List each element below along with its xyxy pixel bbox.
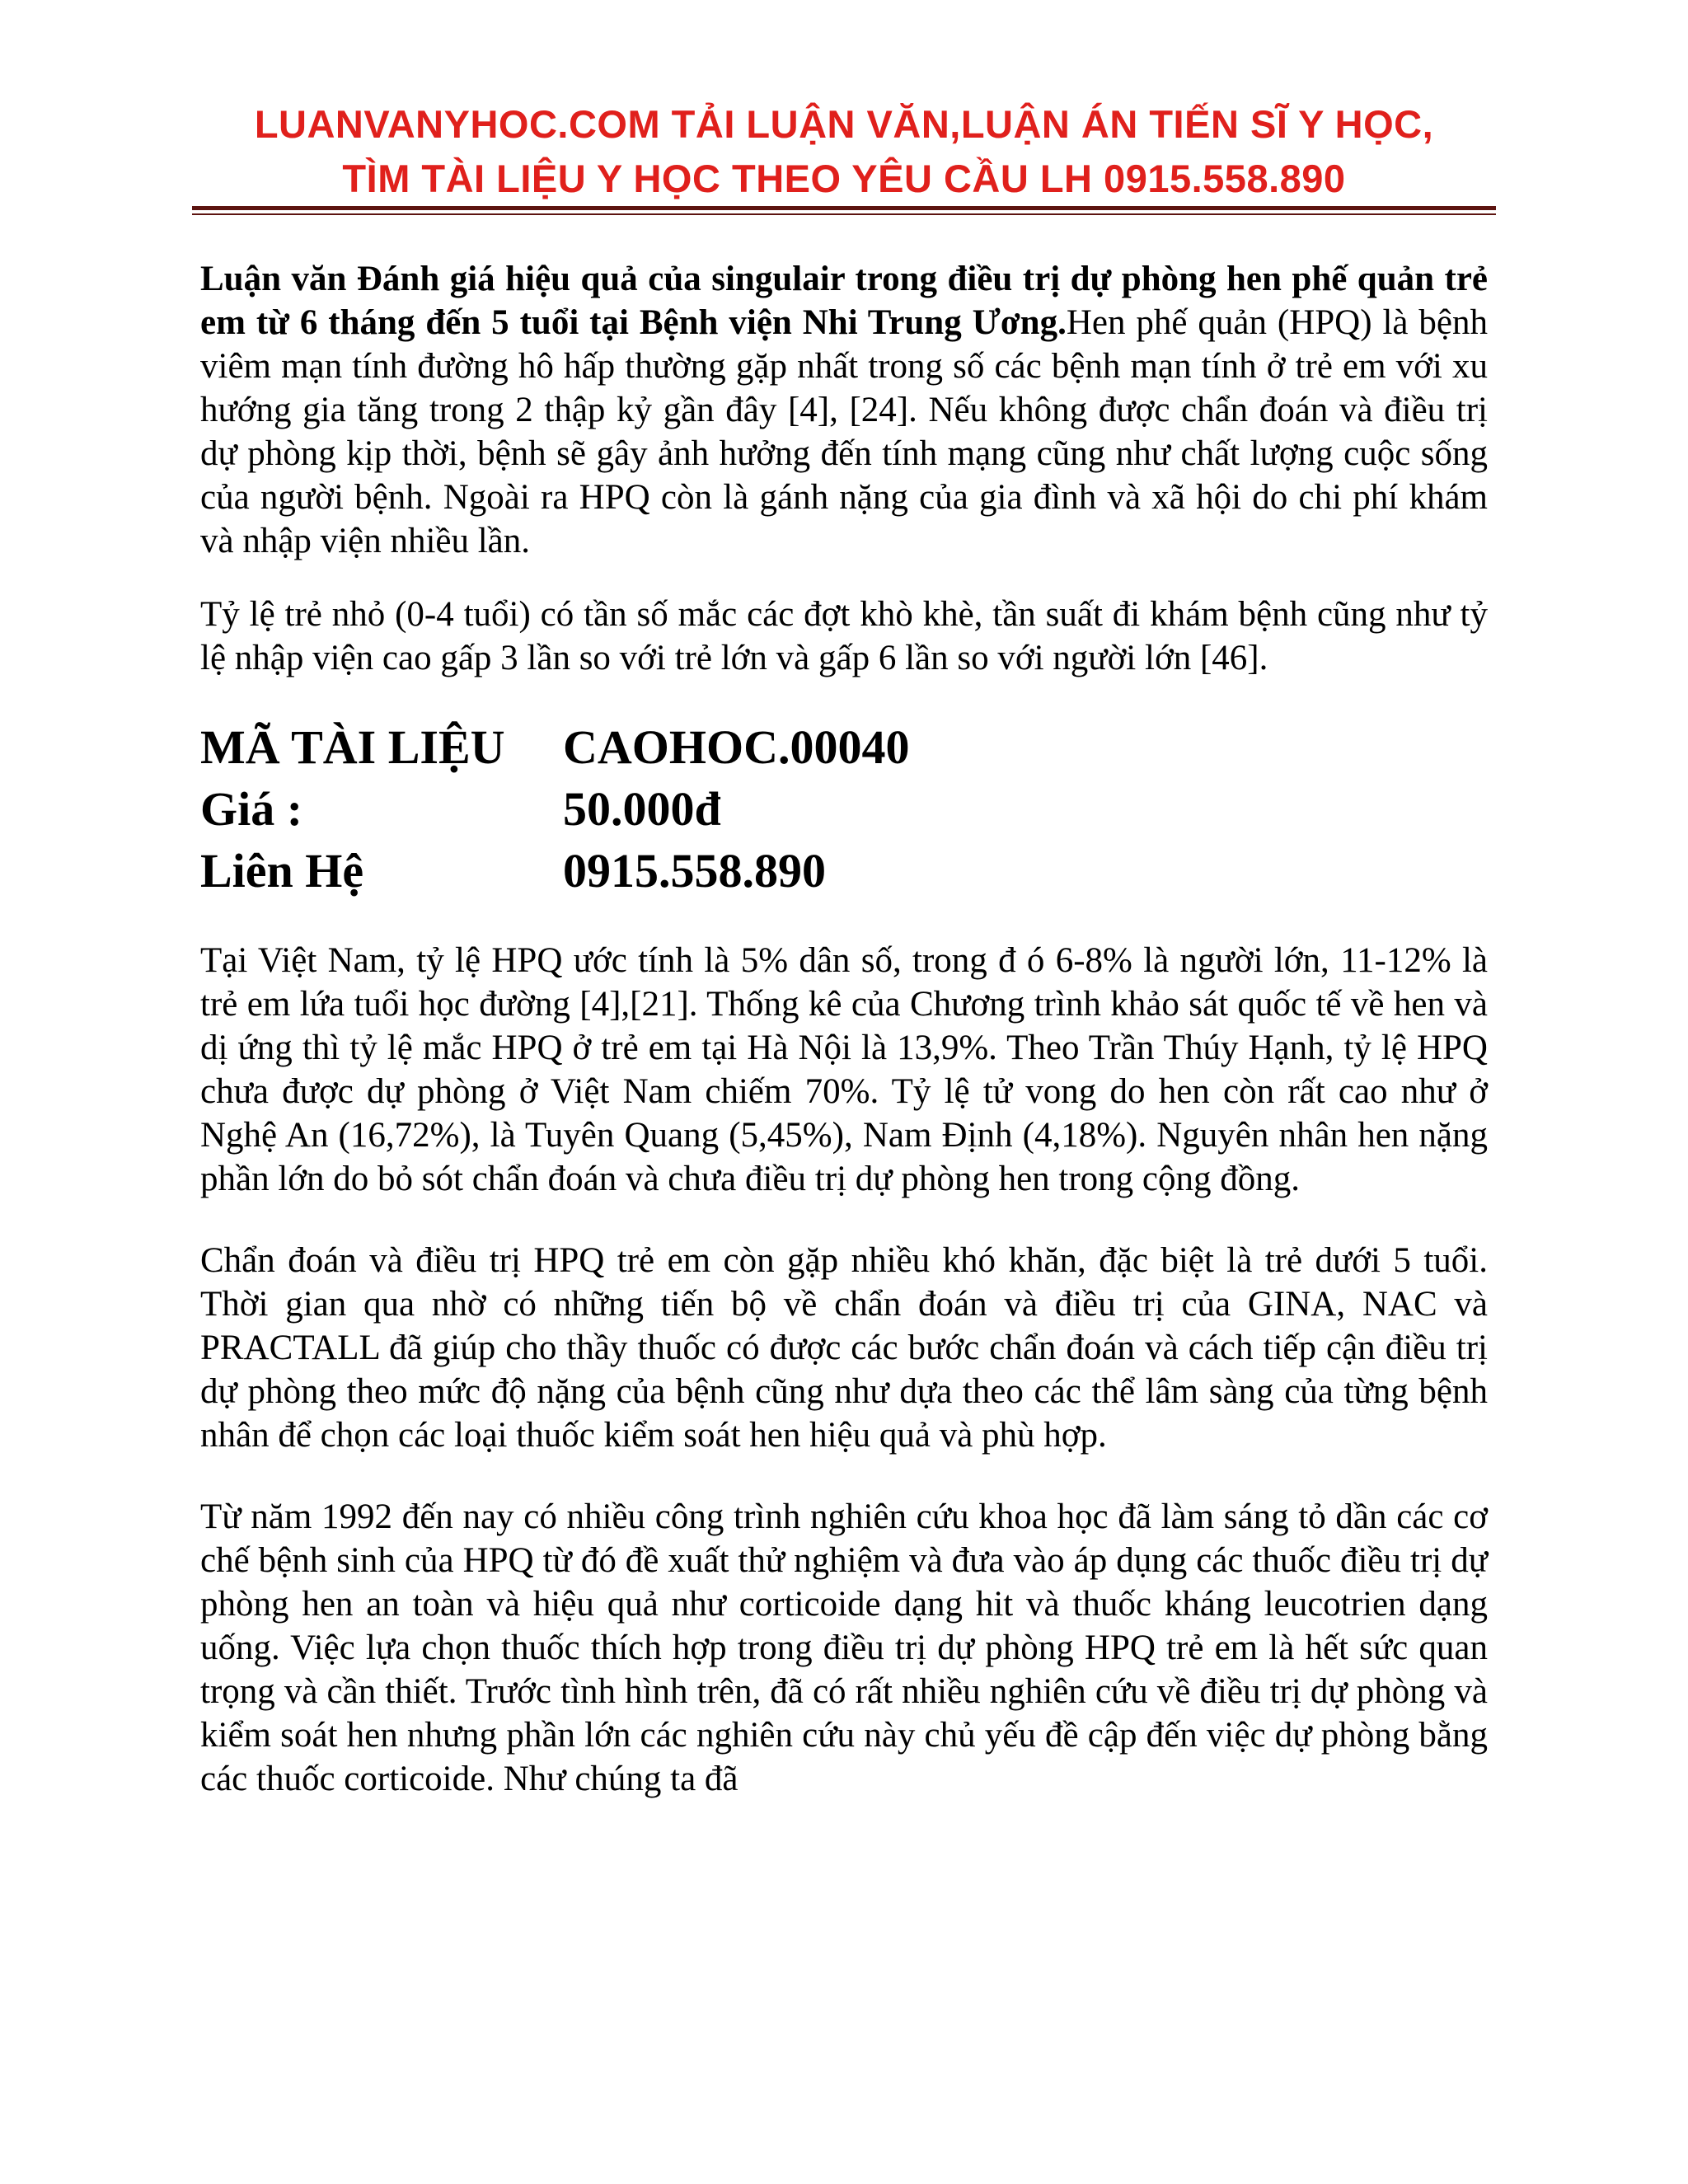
code-value: CAOHOC.00040 [563,720,910,774]
meta-row-contact [200,840,910,902]
header-line-2: TÌM TÀI LIỆU Y HỌC THEO YÊU CẦU LH 0915.558.890 [342,157,1346,200]
header-line-1: LUANVANYHOC.COM TẢI LUẬN VĂN,LUẬN ÁN TIẾN SĨ Y HỌC, [254,102,1434,146]
code-label: MÃ TÀI LIỆU [200,720,505,774]
header-divider-thin [192,213,1496,215]
price-value: 50.000đ [563,782,721,836]
meta-row-price [200,778,910,840]
contact-label: Liên Hệ [200,844,364,898]
paragraph-4: Từ năm 1992 đến nay có nhiều công trình nghiên cứu khoa học đã làm sáng tỏ dần các cơ chế bệnh sinh của HPQ từ đó đề xuất thử nghiệm và đưa vào áp dụng các thuốc điều trị dự phòng hen an toàn và hiệu quả như corticoide dạng hit và thuốc kháng leucotrien dạng uống. Việc lựa chọn thuốc thích hợp trong điều trị dự phòng HPQ trẻ em là hết sức quan trọng và cần thiết. Trước tình hình trên, đã có rất nhiều nghiên cứu về điều trị dự phòng và kiểm soát hen nhưng phần lớn các nghiên cứu này chủ yếu đề cập đến việc dự phòng bằng các thuốc corticoide. Như chúng ta đã [200,1497,1488,1798]
site-header [192,97,1496,206]
document-body [200,257,1488,1801]
paragraph-3: Chẩn đoán và điều trị HPQ trẻ em còn gặp nhiều khó khăn, đặc biệt là trẻ dưới 5 tuổi. Thời gian qua nhờ có những tiến bộ về chẩn đoán và điều trị của GINA, NAC và PRACTALL đã giúp cho thầy thuốc có được các bước chẩn đoán và cách tiếp cận điều trị dự phòng theo mức độ nặng của bệnh cũng như dựa theo các thể lâm sàng của từng bệnh nhân để chọn các loại thuốc kiểm soát hen hiệu quả và phù hợp. [200,1241,1488,1455]
document-meta-table [200,716,910,902]
thesis-title: Luận văn Đánh giá hiệu quả của singulair trong điều trị dự phòng hen phế quản trẻ em từ 6 tháng đến 5 tuổi tại Bệnh viện Nhi Trung Ương. [200,260,1488,342]
contact-value: 0915.558.890 [563,844,826,898]
price-label: Giá : [200,782,303,836]
paragraph-1: Tỷ lệ trẻ nhỏ (0-4 tuổi) có tần số mắc các đợt khò khè, tần suất đi khám bệnh cũng như tỷ lệ nhập viện cao gấp 3 lần so với trẻ lớn và gấp 6 lần so với người lớn [46]. [200,595,1488,677]
paragraph-2: Tại Việt Nam, tỷ lệ HPQ ước tính là 5% dân số, trong đ ó 6-8% là người lớn, 11-12% là trẻ em lứa tuổi học đường [4],[21]. Thống kê của Chương trình khảo sát quốc tế về hen và dị ứng thì tỷ lệ mắc HPQ ở trẻ em tại Hà Nội là 13,9%. Theo Trần Thúy Hạnh, tỷ lệ HPQ chưa được dự phòng ở Việt Nam chiếm 70%. Tỷ lệ tử vong do hen còn rất cao như ở Nghệ An (16,72%), là Tuyên Quang (5,45%), Nam Định (4,18%). Nguyên nhân hen nặng phần lớn do bỏ sót chẩn đoán và chưa điều trị dự phòng hen trong cộng đồng. [200,941,1488,1198]
intro-text: Hen phế quản (HPQ) là bệnh viêm mạn tính đường hô hấp thường gặp nhất trong số các bệnh mạn tính ở trẻ em với xu hướng gia tăng trong 2 thập kỷ gần đây [4], [24]. Nếu không được chẩn đoán và điều trị dự phòng kịp thời, bệnh sẽ gây ảnh hưởng đến tính mạng cũng như chất lượng cuộc sống của người bệnh. Ngoài ra HPQ còn là gánh nặng của gia đình và xã hội do chi phí khám và nhập viện nhiều lần. [200,303,1488,560]
meta-row-code [200,716,910,778]
intro-paragraph [200,257,1488,563]
header-divider-thick [192,206,1496,210]
